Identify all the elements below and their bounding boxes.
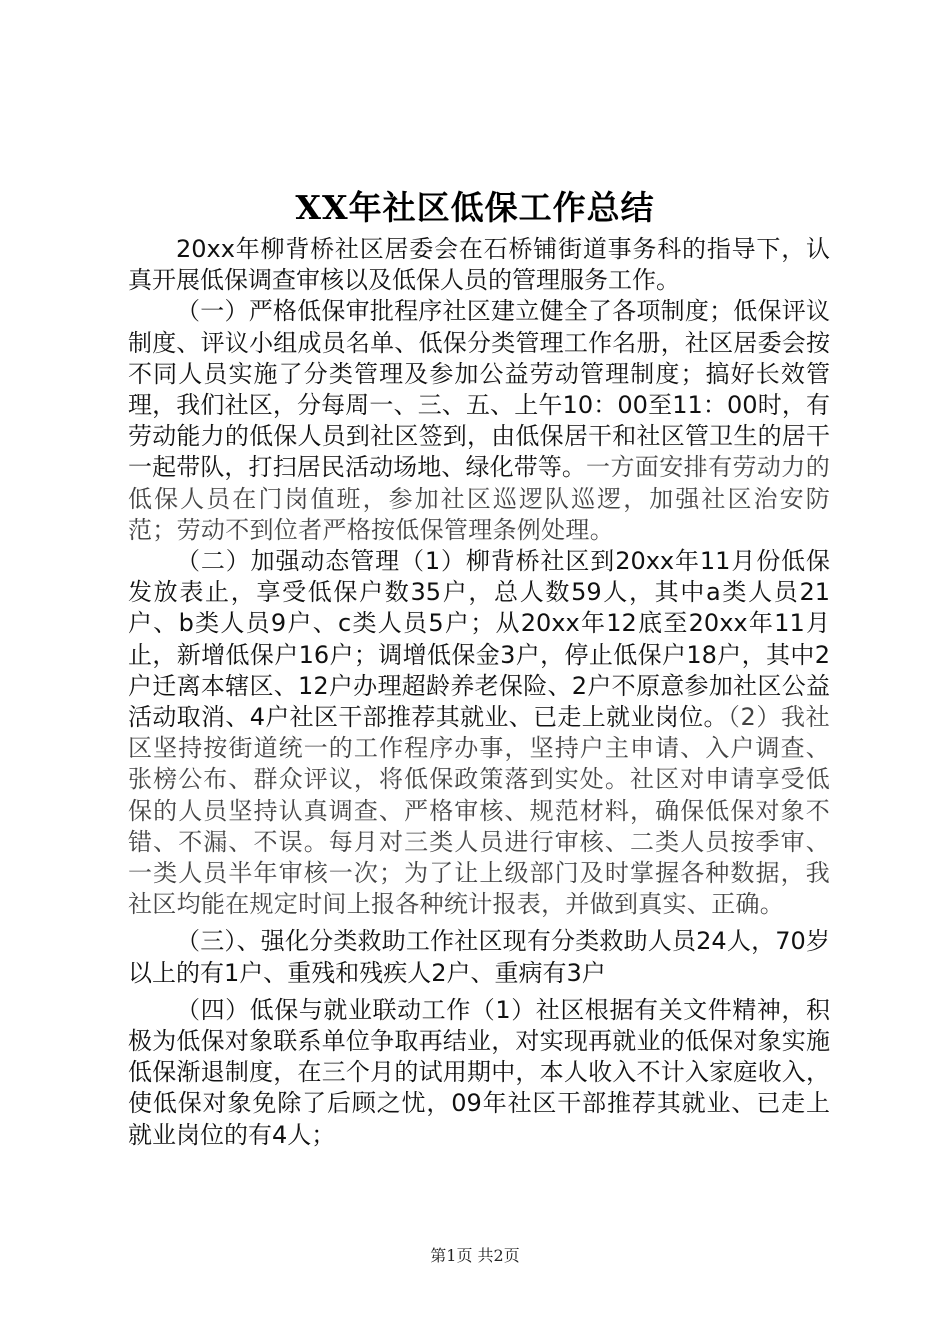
section-2-main: （二）加强动态管理（1）柳背桥社区到20xx年11月份低保发放表止，享受低保户数35户，总人数59人，其中a类人员21户、b类人员9户、c类人员5户；从20xx年12底至20xx年11月止，新增低保户16户；调增低保金3户，停止低保户18户，其中2户迁离本辖区、12户办理超龄养老保险、2户不原意参加社区公益活动取消、4户社区干部推荐其就业、已走上就业岗位。 bbox=[128, 547, 830, 732]
section-3-paragraph: （三）、强化分类救助工作社区现有分类救助人员24人，70岁以上的有1户、重残和残疾人2户、重病有3户 bbox=[128, 927, 830, 987]
section-2-continued: （2）我社区坚持按街道统一的工作程序办事，坚持户主申请、入户调查、张榜公布、群众评议，将低保政策落到实处。社区对申请享受低保的人员坚持认真调查、严格审核、规范材料，确保低保对象不错、不漏、不误。每月对三类人员进行审核、二类人员按季审、一类人员半年审核一次；为了让上级部门及时掌握各种数据，我社区均能在规定时间上报各种统计报表，并做到真实、正确。 bbox=[128, 703, 830, 919]
section-1-continued: 一方面安排有劳动力的低保人员在门岗值班，参加社区巡逻队巡逻，加强社区治安防范；劳动不到位者严格按低保管理条例处理。 bbox=[128, 453, 831, 544]
intro-paragraph: 20xx年柳背桥社区居委会在石桥铺街道事务科的指导下，认真开展低保调查审核以及低保人员的管理服务工作。 bbox=[128, 235, 830, 295]
section-4-paragraph: （四）低保与就业联动工作（1）社区根据有关文件精神，积极为低保对象联系单位争取再结业，对实现再就业的低保对象实施低保渐退制度，在三个月的试用期中，本人收入不计入家庭收入，使低保对象免除了后顾之忧，09年社区干部推荐其就业、已走上就业岗位的有4人； bbox=[128, 995, 830, 1149]
document-body bbox=[128, 234, 830, 1151]
document-title: XX年社区低保工作总结 bbox=[295, 188, 655, 227]
section-2-paragraph bbox=[128, 546, 830, 920]
section-1-paragraph bbox=[128, 296, 830, 546]
section-1-main: （一）严格低保审批程序社区建立健全了各项制度；低保评议制度、评议小组成员名单、低保分类管理工作名册，社区居委会按不同人员实施了分类管理及参加公益劳动管理制度；搞好长效管理，我们社区，分每周一、三、五、上午10：00至11：00时，有劳动能力的低保人员到社区签到，由低保居干和社区管卫生的居干一起带队，打扫居民活动场地、绿化带等。 bbox=[128, 297, 830, 482]
page-number-footer: 第1页 共2页 bbox=[430, 1246, 520, 1265]
